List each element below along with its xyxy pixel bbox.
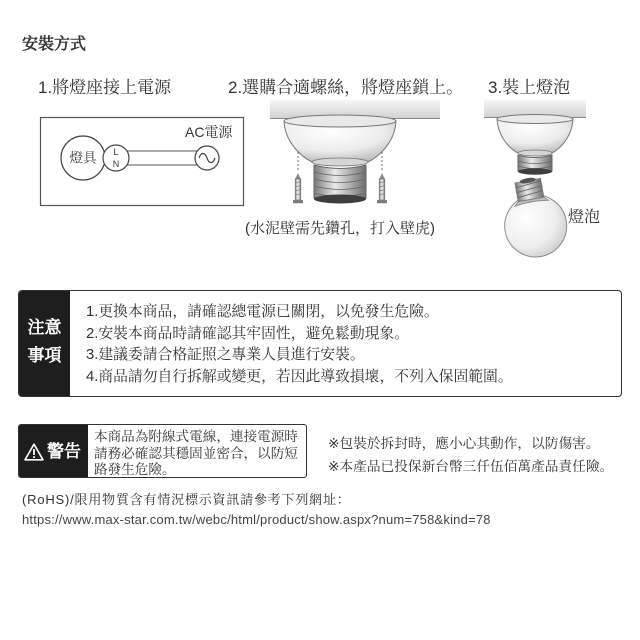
warning-text-line: 請務必確認其穩固並密合，以防短 [94, 445, 298, 461]
lamp-holder-flange [284, 115, 396, 127]
notice-heading-line-2: 事項 [27, 346, 62, 365]
step-3-heading: 3.裝上燈泡 [488, 78, 571, 97]
section-title: 安裝方式 [22, 36, 87, 53]
list-item: 3.建議委請合格証照之專業人員進行安裝。 [86, 347, 365, 364]
list-item: 4.商品請勿自行拆解或變更，若因此導致損壞，不列入保固範圍。 [86, 369, 513, 386]
rohs-text: (RoHS)/限用物質含有情況標示資訊請參考下列網址： [22, 492, 351, 507]
rohs-url-link[interactable]: https://www.max-star.com.tw/webc/html/product/show.aspx?num=758&kind=78 [22, 512, 491, 527]
screw-right-icon [377, 173, 387, 203]
mounting-caption: (水泥壁需先鑽孔，打入壁虎) [245, 220, 435, 237]
lamp-holder-flange [497, 115, 573, 124]
ac-source-label: AC電源 [185, 124, 233, 140]
light-bulb [497, 173, 572, 262]
list-item: 2.安裝本商品時請確認其牢固性，避免鬆動現象。 [86, 325, 410, 342]
fixture-label: 燈具 [69, 150, 97, 166]
notice-heading-line-1: 注意 [27, 318, 62, 337]
warning-icon [24, 443, 44, 461]
note-packaging: ※包裝於拆封時，應小心其動作，以防傷害。 [328, 435, 600, 451]
socket-opening [518, 168, 552, 174]
mounting-diagram [270, 100, 440, 204]
step-1-heading: 1.將燈座接上電源 [38, 78, 172, 97]
note-insurance: ※本產品已投保新台幣三仟伍佰萬產品責任險。 [328, 458, 614, 474]
lamp-holder-neck [518, 150, 552, 156]
lamp-holder-base [497, 119, 573, 153]
neutral-terminal-label: N [112, 159, 120, 169]
notice-box [18, 290, 622, 397]
list-item: 1.更換本商品，請確認總電源已關閉，以免發生危險。 [86, 304, 439, 320]
socket-opening [314, 195, 366, 204]
warning-heading: 警告 [47, 442, 81, 461]
live-terminal-label: L [113, 147, 119, 157]
screw-left-icon [293, 173, 303, 203]
bulb-label: 燈泡 [568, 209, 601, 226]
notice-heading-block [19, 291, 70, 396]
warning-box [18, 424, 307, 478]
warning-text [94, 429, 298, 478]
notes [328, 432, 613, 478]
step-2-heading: 2.選購合適螺絲，將燈座鎖上。 [228, 78, 464, 97]
wiring-diagram [41, 118, 244, 206]
warning-text-line: 路發生危險。 [94, 462, 176, 477]
bulb-diagram [484, 100, 586, 262]
warning-heading-block [19, 425, 88, 477]
notice-list [86, 302, 513, 389]
warning-text-line: 本商品為附線式電線，連接電源時 [94, 429, 298, 444]
lamp-holder-neck [312, 158, 368, 166]
